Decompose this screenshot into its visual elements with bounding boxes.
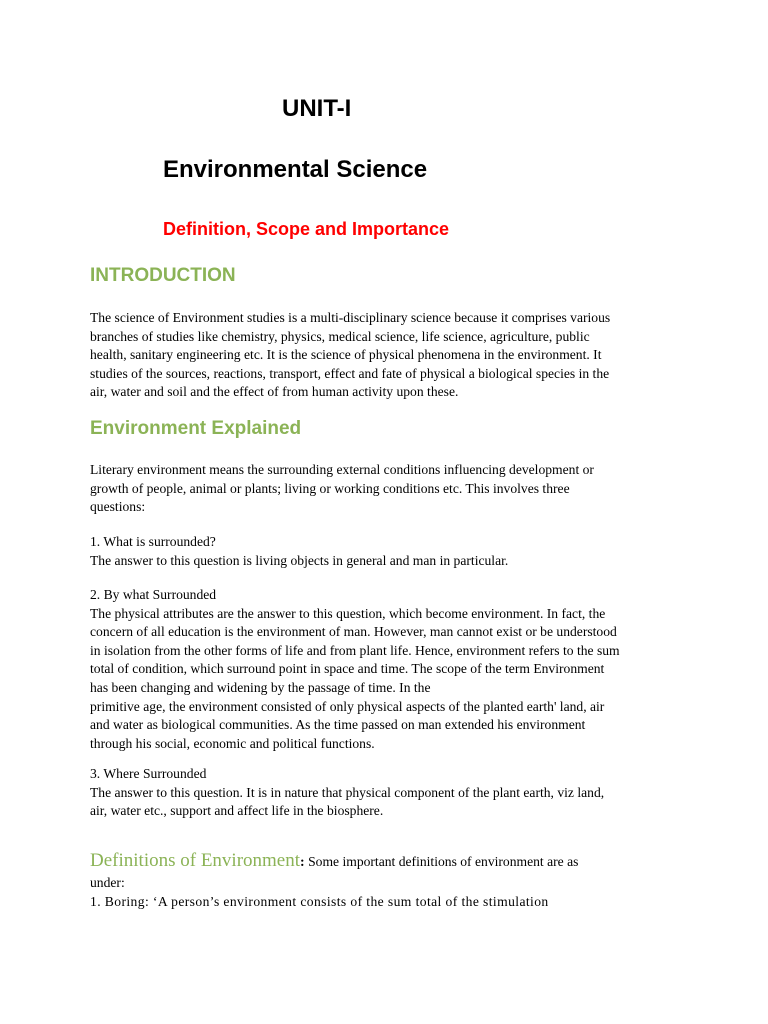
definitions-intro-text: Some important definitions of environment are as	[304, 854, 579, 869]
introduction-paragraph	[90, 309, 690, 402]
question-2-paragraph	[90, 586, 690, 753]
paragraph-line: questions:	[90, 499, 146, 515]
definitions-section	[90, 851, 690, 911]
paragraph-line: studies of the sources, reactions, transport, effect and fate of physical a biological species in the	[90, 365, 610, 381]
paragraph-line: air, water and soil and the effect of from human activity upon these.	[90, 384, 459, 400]
document-title: Environmental Science	[163, 156, 428, 183]
question-3-paragraph	[90, 765, 690, 821]
paragraph-line: air, water etc., support and affect life in the biosphere.	[90, 803, 384, 819]
paragraph-line: has been changing and widening by the passage of time. In the	[90, 679, 431, 695]
paragraph-line: The answer to this question is living objects in general and man in particular.	[90, 552, 509, 568]
paragraph-line: 3. Where Surrounded	[90, 766, 207, 781]
unit-heading: UNIT-I	[282, 95, 352, 122]
definitions-continuation: under:	[90, 875, 125, 890]
paragraph-line: growth of people, animal or plants; living or working conditions etc. This involves three	[90, 480, 570, 496]
introduction-heading: INTRODUCTION	[90, 265, 236, 286]
paragraph-line: primitive age, the environment consisted of only physical aspects of the planted earth' land, air	[90, 698, 605, 714]
paragraph-line: 2. By what Surrounded	[90, 587, 217, 602]
paragraph-line: health, sanitary engineering etc. It is the science of physical phenomena in the environment. It	[90, 347, 602, 363]
paragraph-line: in isolation from the other forms of life and from plant life. Hence, environment refers to the sum	[90, 642, 620, 658]
paragraph-line: through his social, economic and political functions.	[90, 735, 375, 751]
paragraph-line: and water as biological communities. As the time passed on man extended his environment	[90, 717, 586, 733]
document-subtitle: Definition, Scope and Importance	[163, 219, 450, 239]
paragraph-line: total of condition, which surround point in space and time. The scope of the term Environment	[90, 661, 605, 677]
paragraph-line: concern of all education is the environment of man. However, man cannot exist or be understood	[90, 624, 617, 640]
definition-boring: 1. Boring: ‘A person’s environment consists of the sum total of the stimulation	[90, 894, 549, 909]
paragraph-line: Literary environment means the surrounding external conditions influencing development or	[90, 462, 594, 477]
paragraph-line: branches of studies like chemistry, physics, medical science, life science, agriculture, public	[90, 328, 590, 344]
question-1-paragraph	[90, 533, 690, 570]
definitions-heading-line	[90, 851, 690, 873]
definitions-heading: Definitions of Environment	[90, 850, 301, 871]
paragraph-line: The physical attributes are the answer to this question, which become environment. In fact, the	[90, 605, 606, 621]
environment-explained-heading: Environment Explained	[90, 418, 302, 439]
literary-paragraph	[90, 461, 690, 517]
paragraph-line: The answer to this question. It is in nature that physical component of the plant earth, viz land,	[90, 784, 605, 800]
definitions-colon: :	[300, 855, 305, 870]
paragraph-line: 1. What is surrounded?	[90, 534, 216, 549]
paragraph-line: The science of Environment studies is a multi-disciplinary science because it comprises various	[90, 310, 611, 325]
